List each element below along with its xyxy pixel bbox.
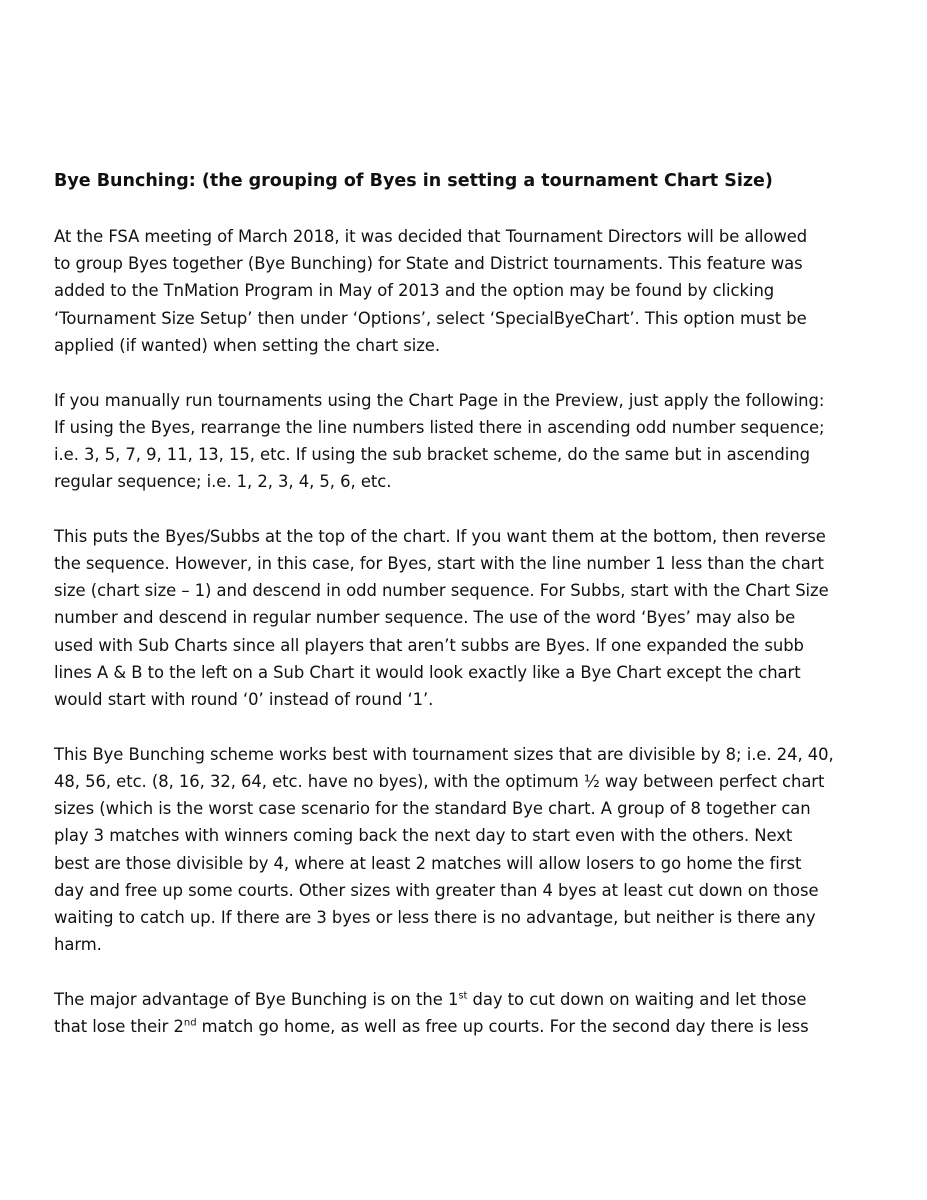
text-line: number and descend in regular number sequence. The use of the word ‘Byes’ may also be bbox=[54, 608, 796, 628]
text-line: lines A & B to the left on a Sub Chart it would look exactly like a Bye Chart except the chart bbox=[54, 662, 801, 682]
text-fragment: The major advantage of Bye Bunching is on the 1 bbox=[54, 989, 459, 1009]
document-title: Bye Bunching: (the grouping of Byes in setting a tournament Chart Size) bbox=[54, 171, 773, 191]
document-body bbox=[54, 168, 874, 1068]
text-line bbox=[54, 1013, 874, 1040]
text-line: would start with round ‘0’ instead of round ‘1’. bbox=[54, 690, 434, 710]
text-line: day and free up some courts. Other sizes with greater than 4 byes at least cut down on those bbox=[54, 880, 819, 900]
text-line: This Bye Bunching scheme works best with tournament sizes that are divisible by 8; i.e. 24, 40, bbox=[54, 744, 834, 764]
text-line: used with Sub Charts since all players that aren’t subbs are Byes. If one expanded the subb bbox=[54, 635, 804, 655]
text-fragment: match go home, as well as free up courts. For the second day there is less bbox=[196, 1017, 809, 1037]
text-line: sizes (which is the worst case scenario for the standard Bye chart. A group of 8 together can bbox=[54, 799, 811, 819]
text-line: If using the Byes, rearrange the line numbers listed there in ascending odd number sequence; bbox=[54, 417, 825, 437]
text-line: At the FSA meeting of March 2018, it was decided that Tournament Directors will be allowed bbox=[54, 227, 808, 246]
text-line: waiting to catch up. If there are 3 byes or less there is no advantage, but neither is there any bbox=[54, 907, 816, 927]
text-fragment: day to cut down on waiting and let those bbox=[467, 989, 807, 1009]
text-line: size (chart size – 1) and descend in odd number sequence. For Subbs, start with the Chart Size bbox=[54, 581, 829, 601]
paragraph-scheme-works-best bbox=[54, 741, 874, 959]
text-line bbox=[54, 986, 874, 1013]
text-line: If you manually run tournaments using the Chart Page in the Preview, just apply the following: bbox=[54, 390, 825, 410]
text-line: to group Byes together (Bye Bunching) for State and District tournaments. This feature was bbox=[54, 254, 803, 274]
text-line: applied (if wanted) when setting the chart size. bbox=[54, 335, 440, 355]
text-line: added to the TnMation Program in May of 2013 and the option may be found by clicking bbox=[54, 281, 775, 301]
text-line: best are those divisible by 4, where at least 2 matches will allow losers to go home the first bbox=[54, 853, 802, 873]
paragraph-byes-top-bottom bbox=[54, 523, 874, 713]
text-fragment: that lose their 2 bbox=[54, 1017, 184, 1037]
text-line: i.e. 3, 5, 7, 9, 11, 13, 15, etc. If using the sub bracket scheme, do the same but in ascending bbox=[54, 444, 810, 464]
text-line: the sequence. However, in this case, for Byes, start with the line number 1 less than the chart bbox=[54, 554, 824, 574]
text-line: 48, 56, etc. (8, 16, 32, 64, etc. have no byes), with the optimum ½ way between perfect chart bbox=[54, 771, 825, 791]
text-line: harm. bbox=[54, 935, 102, 955]
paragraph-fsa-meeting bbox=[54, 223, 874, 359]
ordinal-suffix: st bbox=[458, 990, 468, 1002]
paragraph-manual-run bbox=[54, 387, 874, 496]
text-line: play 3 matches with winners coming back the next day to start even with the others. Next bbox=[54, 826, 793, 846]
text-line: This puts the Byes/Subbs at the top of the chart. If you want them at the bottom, then reverse bbox=[54, 526, 826, 546]
ordinal-suffix: nd bbox=[183, 1017, 197, 1029]
text-line: ‘Tournament Size Setup’ then under ‘Options’, select ‘SpecialByeChart’. This option must be bbox=[54, 308, 807, 328]
paragraph-major-advantage bbox=[54, 986, 874, 1040]
text-line: regular sequence; i.e. 1, 2, 3, 4, 5, 6, etc. bbox=[54, 472, 392, 492]
